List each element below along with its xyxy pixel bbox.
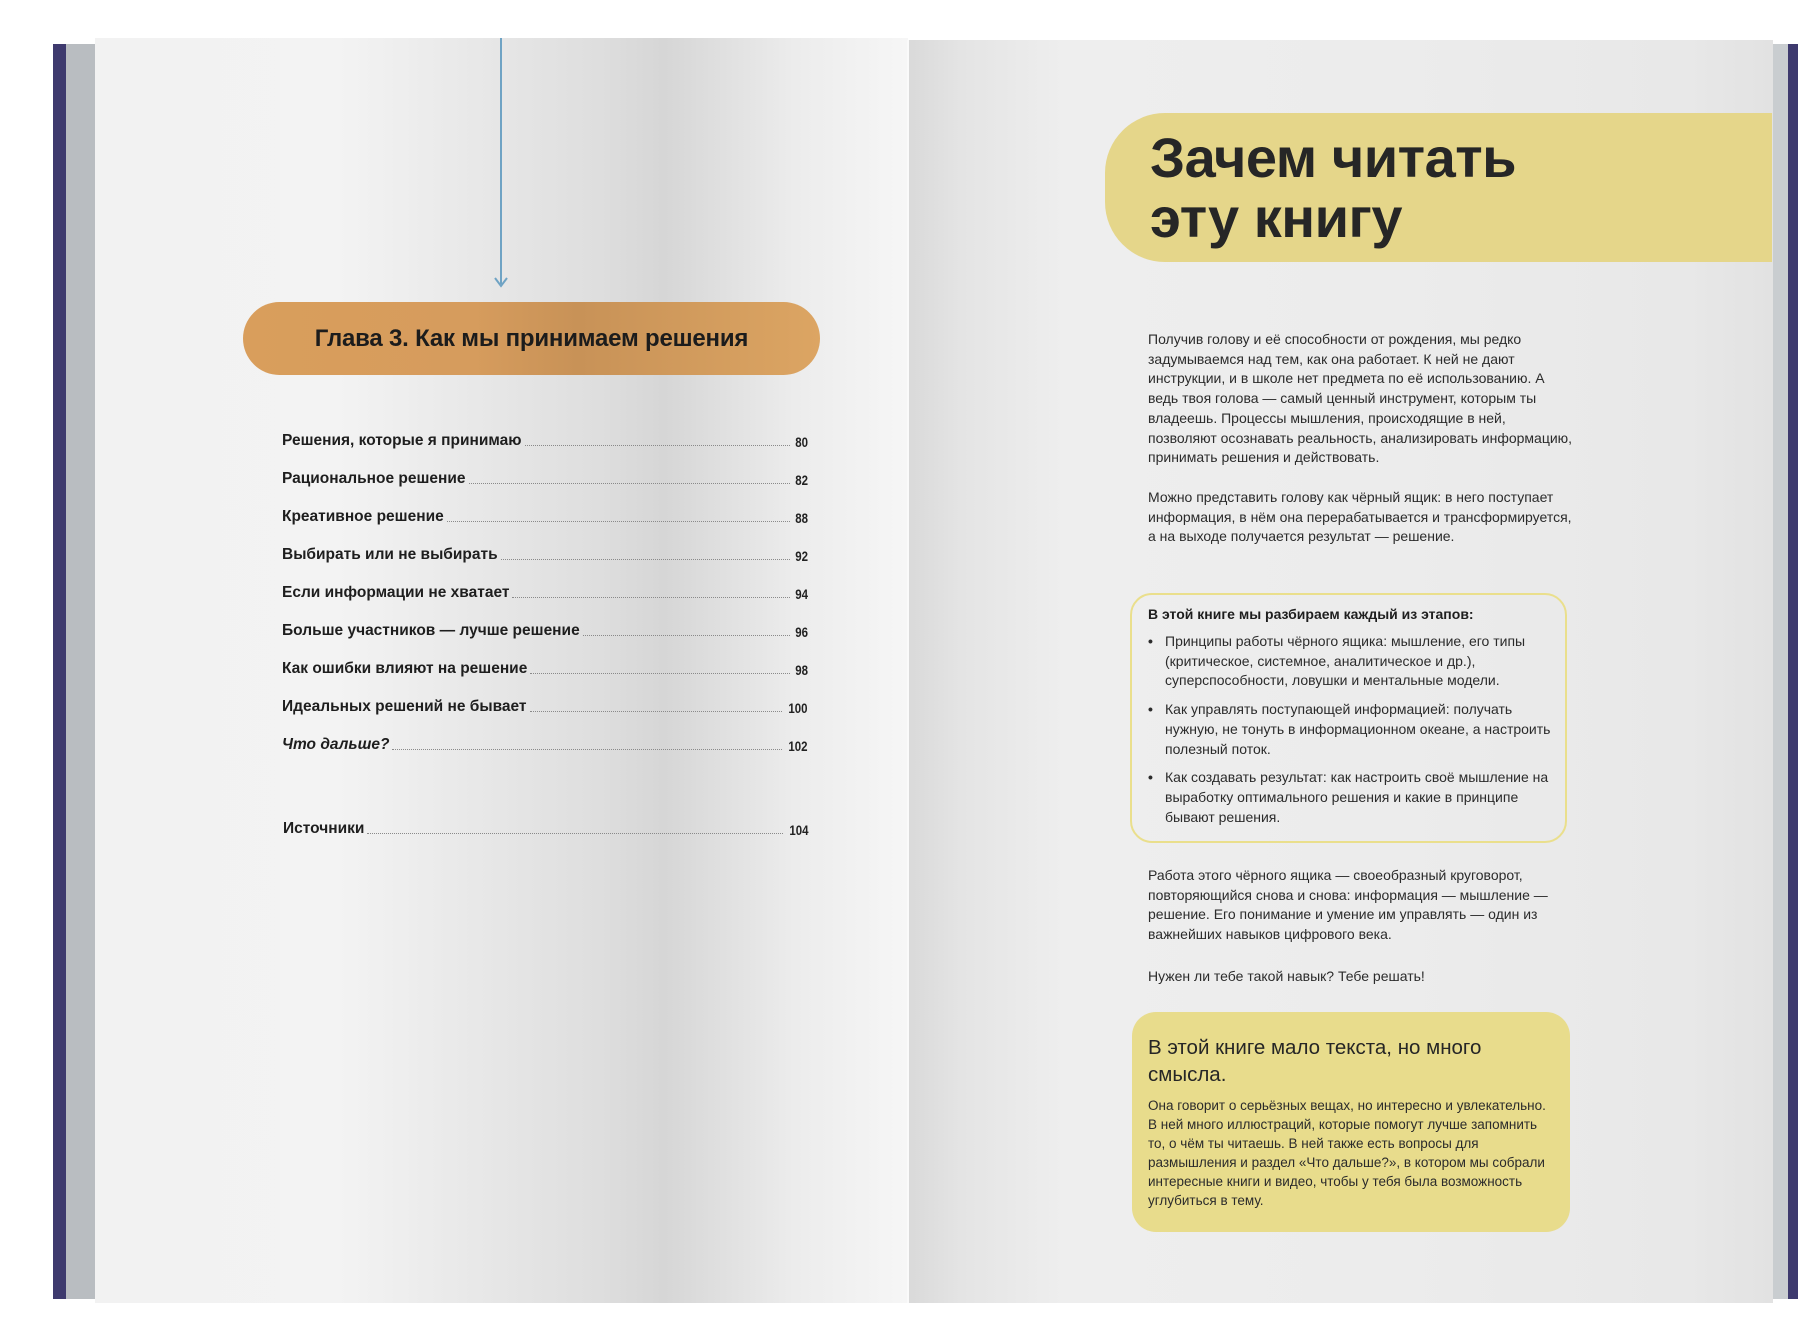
- toc-entry-title: Идеальных решений не бывает: [282, 698, 527, 715]
- book-cover-left-edge: [53, 44, 66, 1299]
- toc-entry-page: 104: [789, 823, 809, 838]
- toc-entry[interactable]: [282, 640, 808, 678]
- toc-leader-dots: [530, 711, 783, 712]
- toc-entry-title: Если информации не хватает: [282, 584, 510, 601]
- chapter-title: Глава 3. Как мы принимаем решения: [314, 324, 749, 352]
- stages-list-item: • Как создавать результат: как настроить своё мышление на выработку оптимального решения и какие в принципе бывают решения.: [1148, 768, 1558, 827]
- toc-leader-dots: [530, 673, 790, 674]
- toc-entry-page: 96: [795, 625, 808, 640]
- toc-entry[interactable]: [282, 450, 808, 488]
- stages-list-item: • Принципы работы чёрного ящика: мышление, его типы (критическое, системное, аналитическое и др.), суперспособности, ловушки и ментальные модели.: [1148, 632, 1558, 691]
- page-block-right: [1773, 44, 1788, 1299]
- toc-entry-title: Креативное решение: [282, 508, 444, 525]
- toc-entry[interactable]: [282, 564, 808, 602]
- toc-leader-dots: [512, 597, 790, 598]
- intro-paragraph-1: Получив голову и её способности от рождения, мы редко задумываемся над тем, как она работает. К ней не дают инструкции, и в школе нет предмета по её использованию. А ведь твоя голова — самый ценный инструмент, которым ты владеешь. Процессы мышления, происходящие в ней, позволяют осознавать реальность, анализировать информацию, принимать решения и действовать.: [1148, 331, 1573, 466]
- toc-entry-title: Решения, которые я принимаю: [282, 432, 522, 449]
- toc-leader-dots: [583, 635, 790, 636]
- book-spine: [907, 40, 909, 1303]
- toc-entry-title: Как ошибки влияют на решение: [282, 660, 528, 677]
- toc-entry[interactable]: [282, 488, 808, 526]
- callout-body: Она говорит о серьёзных вещах, но интересно и увлекательно. В ней много иллюстраций, которые помогут лучше запомнить то, о чём ты читаешь. В ней также есть вопросы для размышления и раздел «Что дальше?», в котором мы собрали интересные книги и видео, чтобы у тебя была возможность углубиться в тему.: [1148, 1098, 1546, 1208]
- stages-box-title: В этой книге мы разбираем каждый из этапов:: [1148, 606, 1474, 622]
- toc-entry-title: Источники: [283, 820, 365, 837]
- toc-entry-page: 92: [795, 549, 808, 564]
- toc-entry-page: 82: [795, 473, 808, 488]
- page-block-left: [66, 44, 95, 1299]
- toc-leader-dots: [367, 833, 783, 834]
- toc-entry-page: 100: [788, 701, 808, 716]
- callout-title: В этой книге мало текста, но много смысла.: [1148, 1036, 1482, 1086]
- toc-entry-page: 94: [795, 587, 808, 602]
- toc-entry-title: Выбирать или не выбирать: [282, 546, 498, 563]
- body-paragraph-4: Нужен ли тебе такой навык? Тебе решать!: [1148, 968, 1425, 984]
- toc-entry[interactable]: [282, 412, 808, 450]
- intro-paragraph-2: Можно представить голову как чёрный ящик: в него поступает информация, в нём она перерабатывается и трансформируется, а на выходе получается результат — решение.: [1148, 489, 1572, 545]
- toc-entry[interactable]: [282, 678, 808, 716]
- table-of-contents: [282, 412, 808, 754]
- toc-entry-page: 98: [795, 663, 808, 678]
- body-paragraph-3: Работа этого чёрного ящика — своеобразный круговорот, повторяющийся снова и снова: информация — мышление — решение. Его понимание и умение им управлять — один из важнейших навыков цифрового века.: [1148, 867, 1548, 943]
- page-title-line-1: Зачем читать: [1150, 126, 1517, 189]
- toc-entry-title: Больше участников — лучше решение: [282, 622, 580, 639]
- toc-leader-dots: [469, 483, 790, 484]
- chapter-title-pill: [243, 302, 820, 375]
- page-title: [1150, 128, 1516, 248]
- book-cover-right-edge: [1788, 44, 1798, 1299]
- toc-leader-dots: [392, 749, 782, 750]
- stages-list-item: • Как управлять поступающей информацией: получать нужную, не тонуть в информационном океане, а настроить полезный поток.: [1148, 700, 1558, 759]
- arrow-head-icon: [493, 274, 509, 290]
- toc-entry-title: Что дальше?: [282, 736, 390, 753]
- page-title-line-2: эту книгу: [1150, 186, 1402, 249]
- toc-leader-dots: [501, 559, 790, 560]
- arrow-down-icon: [500, 38, 502, 284]
- toc-leader-dots: [525, 445, 790, 446]
- toc-entry-page: 80: [795, 435, 808, 450]
- toc-entry[interactable]: [282, 526, 808, 564]
- toc-entry-page: 88: [795, 511, 808, 526]
- toc-leader-dots: [447, 521, 790, 522]
- toc-sources: [283, 800, 809, 838]
- stages-list: [1148, 632, 1558, 836]
- toc-entry[interactable]: [282, 716, 808, 754]
- toc-entry-title: Рациональное решение: [282, 470, 466, 487]
- toc-entry-sources[interactable]: [283, 800, 809, 838]
- toc-entry[interactable]: [282, 602, 808, 640]
- toc-entry-page: 102: [788, 739, 808, 754]
